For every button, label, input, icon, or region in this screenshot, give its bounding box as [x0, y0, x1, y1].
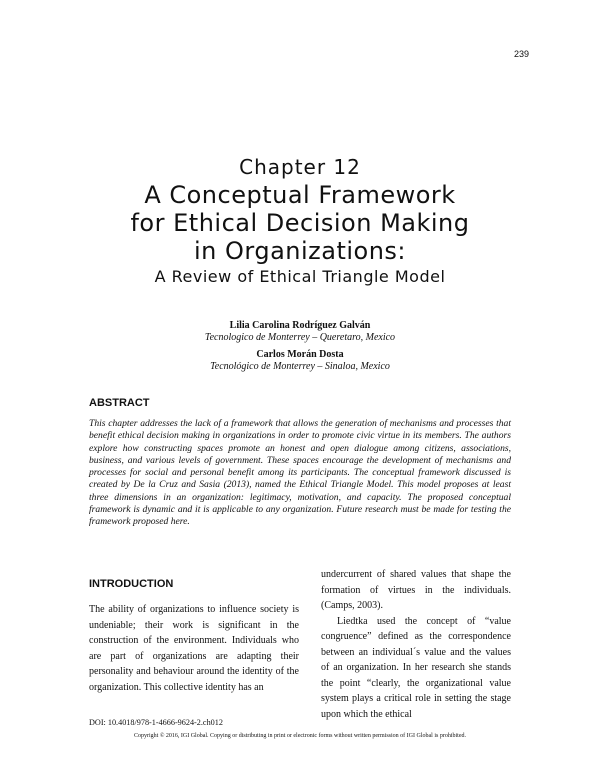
intro-paragraph-continued: undercurrent of shared values that shape the formation of virtues in the individuals. (Camps, 2003). [321, 569, 511, 611]
abstract-text: This chapter addresses the lack of a framework that allows the generation of mechanisms and processes that benefit ethical decision making in organizations in order to promote civic virtue in its members. The authors explore how constructing spaces promote an honest and open dialogue among citizens, associations, business, and various levels of government. These spaces encourage the development of mechanisms and processes for social and personal benefit among its participants. The conceptual framework discussed is created by De la Cruz and Sasia (2013), named the Ethical Triangle Model. This model proposes at least three dimensions in an organization: legitimacy, motivation, and capacity. The proposed conceptual framework is dynamic and it is applicable to any organization. Future research must be made for testing the framework proposed here. [89, 418, 511, 528]
intro-paragraph: The ability of organizations to influence society is undeniable; their work is significant in the construction of the environment. Individuals who are part of organizations are adapting their personality and behaviour around the identity of the organization. This collective identity has an [89, 604, 299, 693]
left-column [89, 602, 299, 695]
copyright-notice: Copyright © 2016, IGI Global. Copying or distributing in print or electronic forms without written permission of IGI Global is prohibited. [133, 733, 466, 739]
introduction-heading: INTRODUCTION [89, 578, 174, 590]
chapter-subtitle: A Review of Ethical Triangle Model [154, 267, 446, 286]
intro-paragraph: Liedtka used the concept of “value congruence” defined as the correspondence between an individual´s value and the values of an organization. In her research she stands the point “clearly, the organizational value system plays a critical role in setting the stage upon which the ethical [321, 615, 511, 720]
chapter-title [0, 181, 600, 265]
author-affiliation: Tecnológico de Monterrey – Sinaloa, Mexico [210, 361, 390, 372]
title-line: A Conceptual Framework [144, 181, 456, 209]
author-name: Carlos Morán Dosta [256, 349, 344, 360]
title-line: in Organizations: [193, 237, 407, 265]
author-affiliation: Tecnologico de Monterrey – Queretaro, Mexico [204, 332, 396, 343]
title-line: for Ethical Decision Making [130, 209, 470, 237]
doi: DOI: 10.4018/978-1-4666-9624-2.ch012 [89, 718, 223, 727]
chapter-label: Chapter 12 [239, 155, 361, 179]
right-column [321, 567, 511, 722]
page-number: 239 [513, 49, 529, 59]
author-name: Lilia Carolina Rodríguez Galván [229, 320, 371, 331]
abstract-heading: ABSTRACT [89, 397, 150, 409]
